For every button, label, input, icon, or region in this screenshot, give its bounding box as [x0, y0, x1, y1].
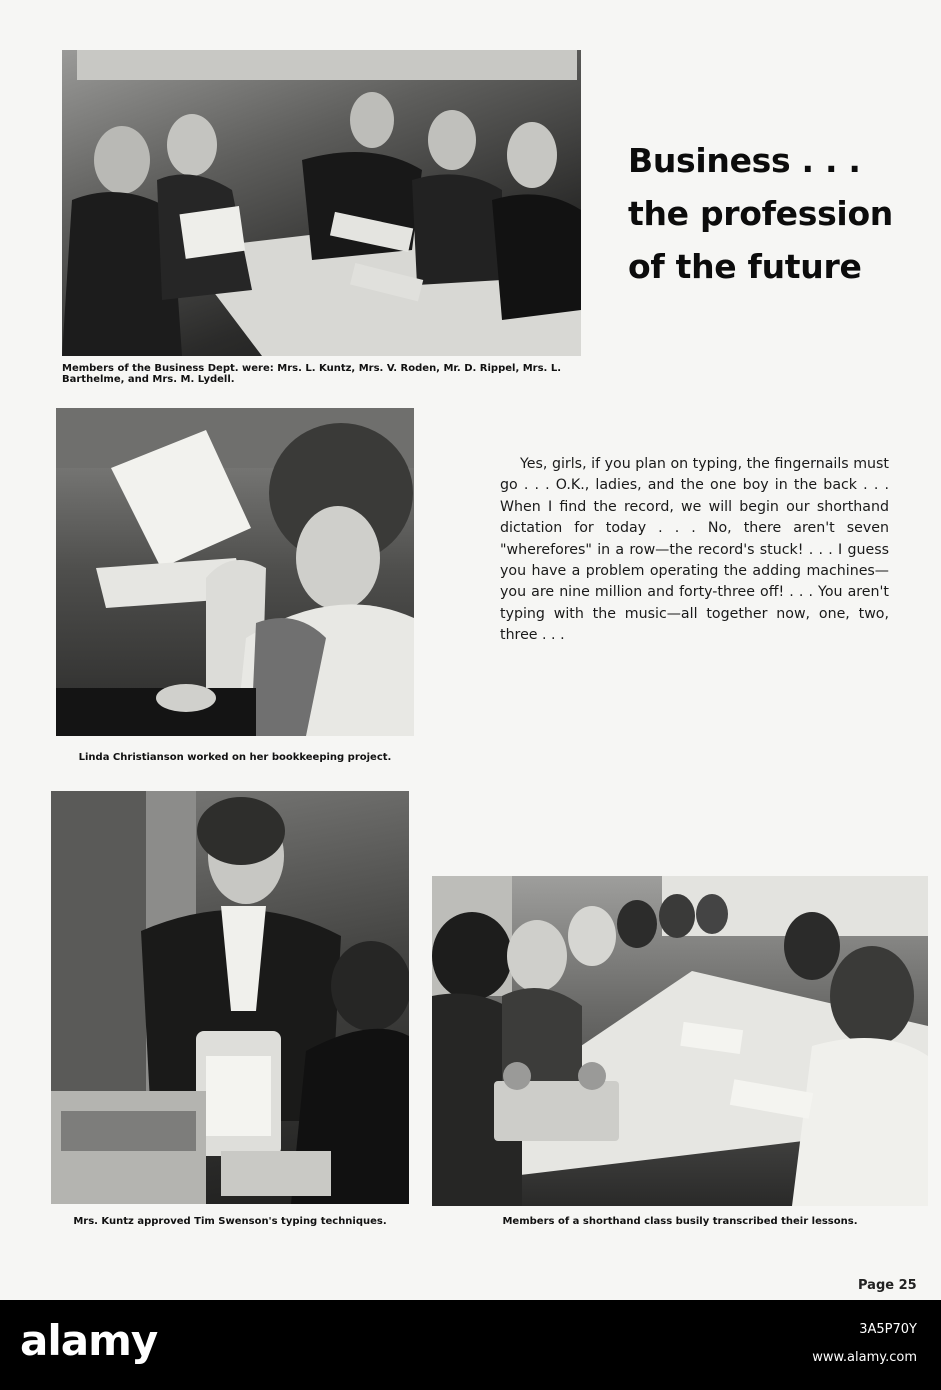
page-headline	[628, 134, 928, 293]
headline-line-3: of the future	[628, 247, 862, 286]
watermark-footer	[0, 1300, 941, 1390]
alamy-logo: alamy	[20, 1316, 158, 1365]
headline-line-2: the profession	[628, 194, 894, 233]
body-paragraph: Yes, girls, if you plan on typing, the fingernails must go . . . O.K., ladies, and the one boy in the back . . . When I find the record, we will begin our shorthand dictation for today . . . No, there aren't seven "wherefores" in a row—the record's stuck! . . . I guess you have a problem operating the adding machines—you are nine million and forty-three off! . . . You aren't typing with the music—all together now, one, two, three . . .	[500, 456, 889, 644]
footer-url: www.alamy.com	[812, 1350, 917, 1365]
photo-shorthand	[432, 876, 928, 1206]
photo-business-dept	[62, 50, 581, 356]
caption-business-dept: Members of the Business Dept. were: Mrs. L. Kuntz, Mrs. V. Roden, Mr. D. Rippel, Mrs. L. Barthelme, and Mrs. M. Lydell.	[62, 363, 562, 385]
caption-bookkeeping: Linda Christianson worked on her bookkeeping project.	[78, 752, 392, 763]
page-number: Page 25	[858, 1278, 917, 1293]
image-id: 3A5P70Y	[859, 1322, 917, 1337]
photo-typing	[51, 791, 409, 1204]
caption-typing: Mrs. Kuntz approved Tim Swenson's typing techniques.	[73, 1216, 387, 1227]
photo-bookkeeping	[56, 408, 414, 736]
caption-shorthand: Members of a shorthand class busily transcribed their lessons.	[502, 1216, 858, 1227]
headline-line-1: Business . . .	[628, 141, 861, 180]
